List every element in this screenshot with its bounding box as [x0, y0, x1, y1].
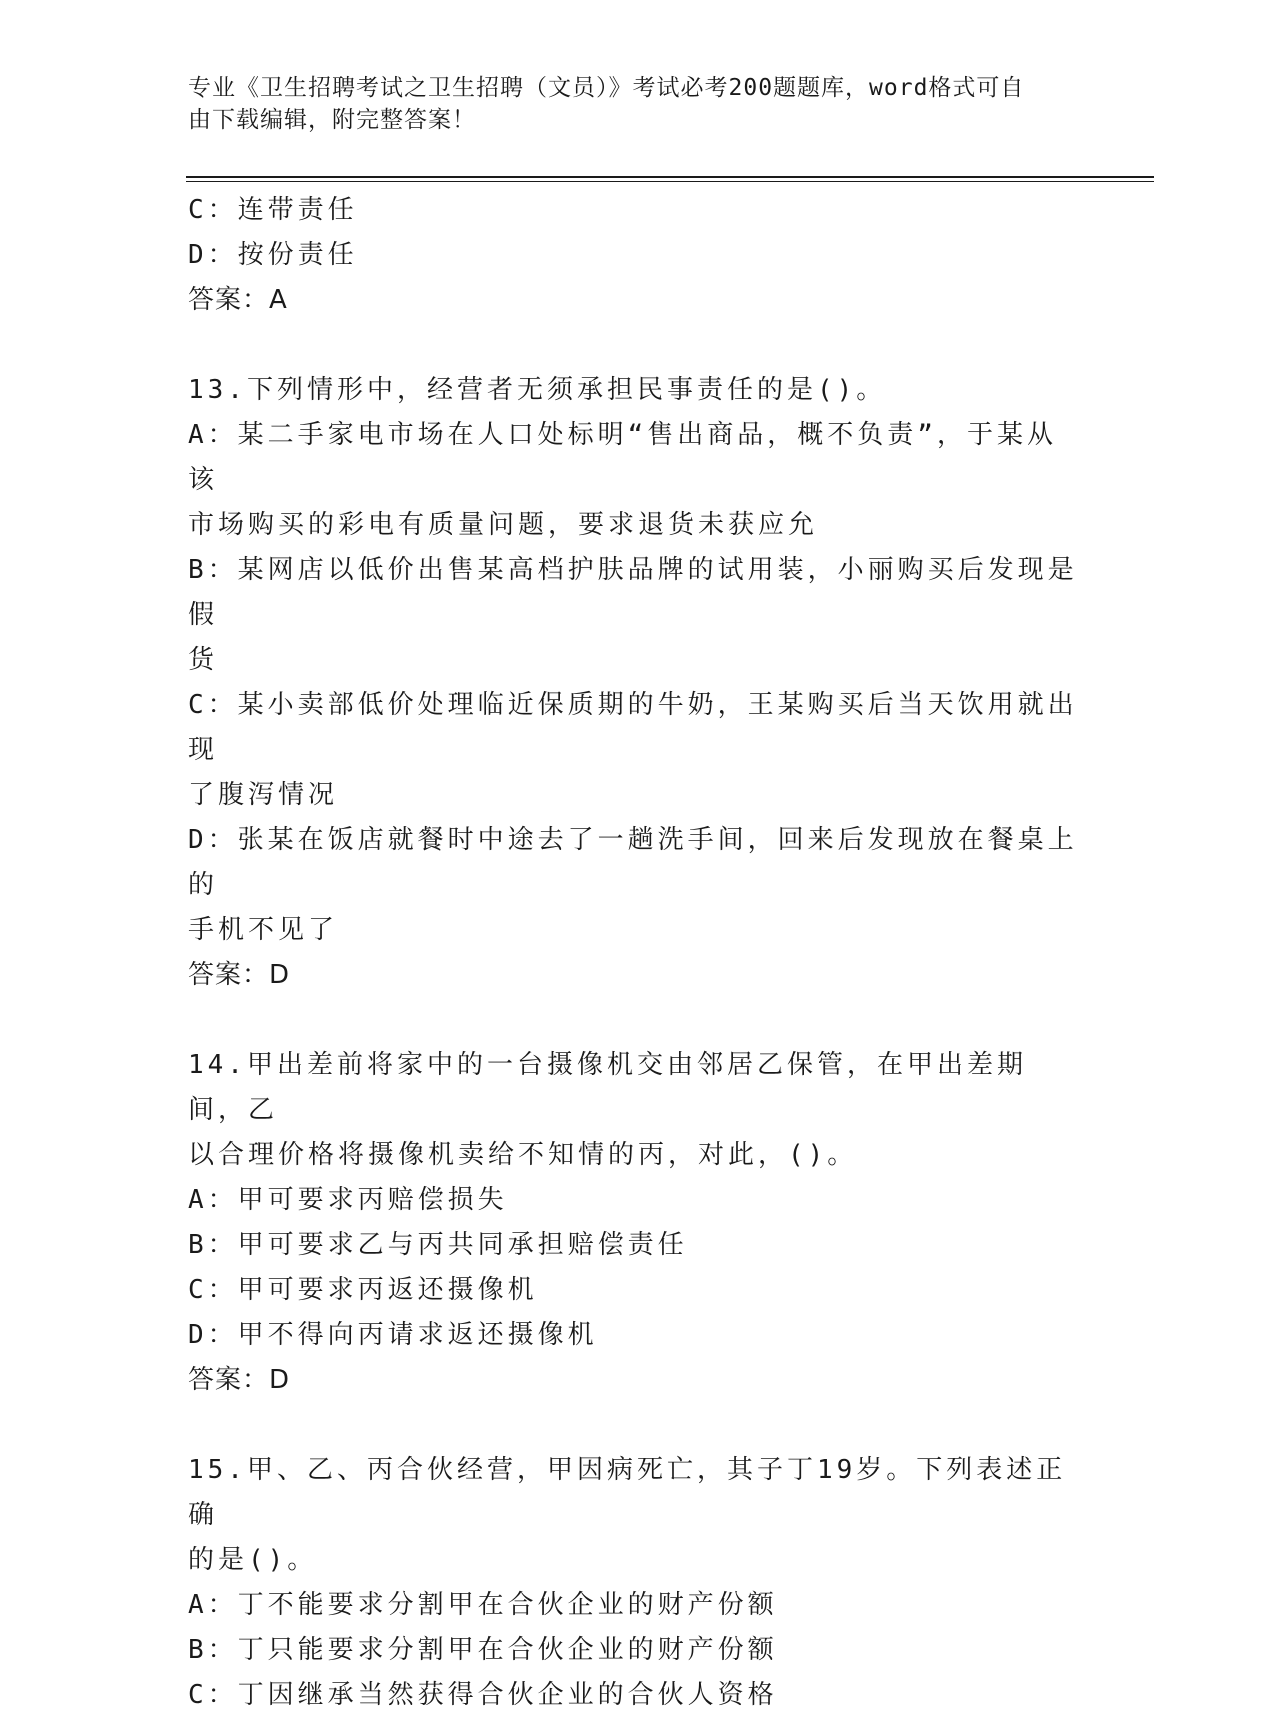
question-stem: 15.甲、乙、丙合伙经营，甲因病死亡，其子丁19岁。下列表述正确	[188, 1455, 1067, 1530]
question-stem: 13.下列情形中，经营者无须承担民事责任的是()。	[188, 375, 887, 405]
document-header	[188, 72, 1088, 136]
header-divider-thick	[186, 176, 1154, 178]
question-stem-continued: 的是()。	[188, 1545, 318, 1575]
header-divider-thin	[186, 181, 1154, 182]
answer-line: 答案：A	[188, 285, 288, 315]
option-d: D：甲不得向丙请求返还摄像机	[188, 1320, 598, 1350]
option-d: D：按份责任	[188, 240, 358, 270]
question-content	[188, 188, 1078, 1718]
header-line-2: 由下载编辑，附完整答案！	[188, 107, 476, 133]
spacer	[188, 1403, 1078, 1448]
option-c: C：丁因继承当然获得合伙企业的合伙人资格	[188, 1680, 778, 1710]
spacer	[188, 998, 1078, 1043]
answer-line: 答案：D	[188, 960, 291, 990]
question-stem: 14.甲出差前将家中的一台摄像机交由邻居乙保管，在甲出差期间，乙	[188, 1050, 1027, 1125]
question-15	[188, 1448, 1078, 1718]
option-a: A：某二手家电市场在人口处标明“售出商品，概不负责”，于某从该	[188, 420, 1057, 495]
header-line-1: 专业《卫生招聘考试之卫生招聘（文员）》考试必考200题题库，word格式可自	[188, 75, 1025, 101]
option-c-continued: 了腹泻情况	[188, 780, 339, 810]
previous-question-tail	[188, 188, 1078, 323]
option-a: A：甲可要求丙赔偿损失	[188, 1185, 508, 1215]
option-b: B：丁只能要求分割甲在合伙企业的财产份额	[188, 1635, 778, 1665]
option-b-continued: 货	[188, 645, 219, 675]
option-a-continued: 市场购买的彩电有质量问题，要求退货未获应允	[188, 510, 819, 540]
spacer	[188, 323, 1078, 368]
option-d-continued: 手机不见了	[188, 915, 339, 945]
question-stem-continued: 以合理价格将摄像机卖给不知情的丙，对此，()。	[188, 1140, 858, 1170]
option-c: C：连带责任	[188, 195, 358, 225]
option-d: D：张某在饭店就餐时中途去了一趟洗手间，回来后发现放在餐桌上的	[188, 825, 1078, 900]
option-c: C：甲可要求丙返还摄像机	[188, 1275, 538, 1305]
question-14	[188, 1043, 1078, 1403]
option-a: A：丁不能要求分割甲在合伙企业的财产份额	[188, 1590, 778, 1620]
option-b: B：某网店以低价出售某高档护肤品牌的试用装，小丽购买后发现是假	[188, 555, 1078, 630]
option-b: B：甲可要求乙与丙共同承担赔偿责任	[188, 1230, 688, 1260]
answer-line: 答案：D	[188, 1365, 291, 1395]
option-c: C：某小卖部低价处理临近保质期的牛奶，王某购买后当天饮用就出现	[188, 690, 1078, 765]
question-13	[188, 368, 1078, 998]
